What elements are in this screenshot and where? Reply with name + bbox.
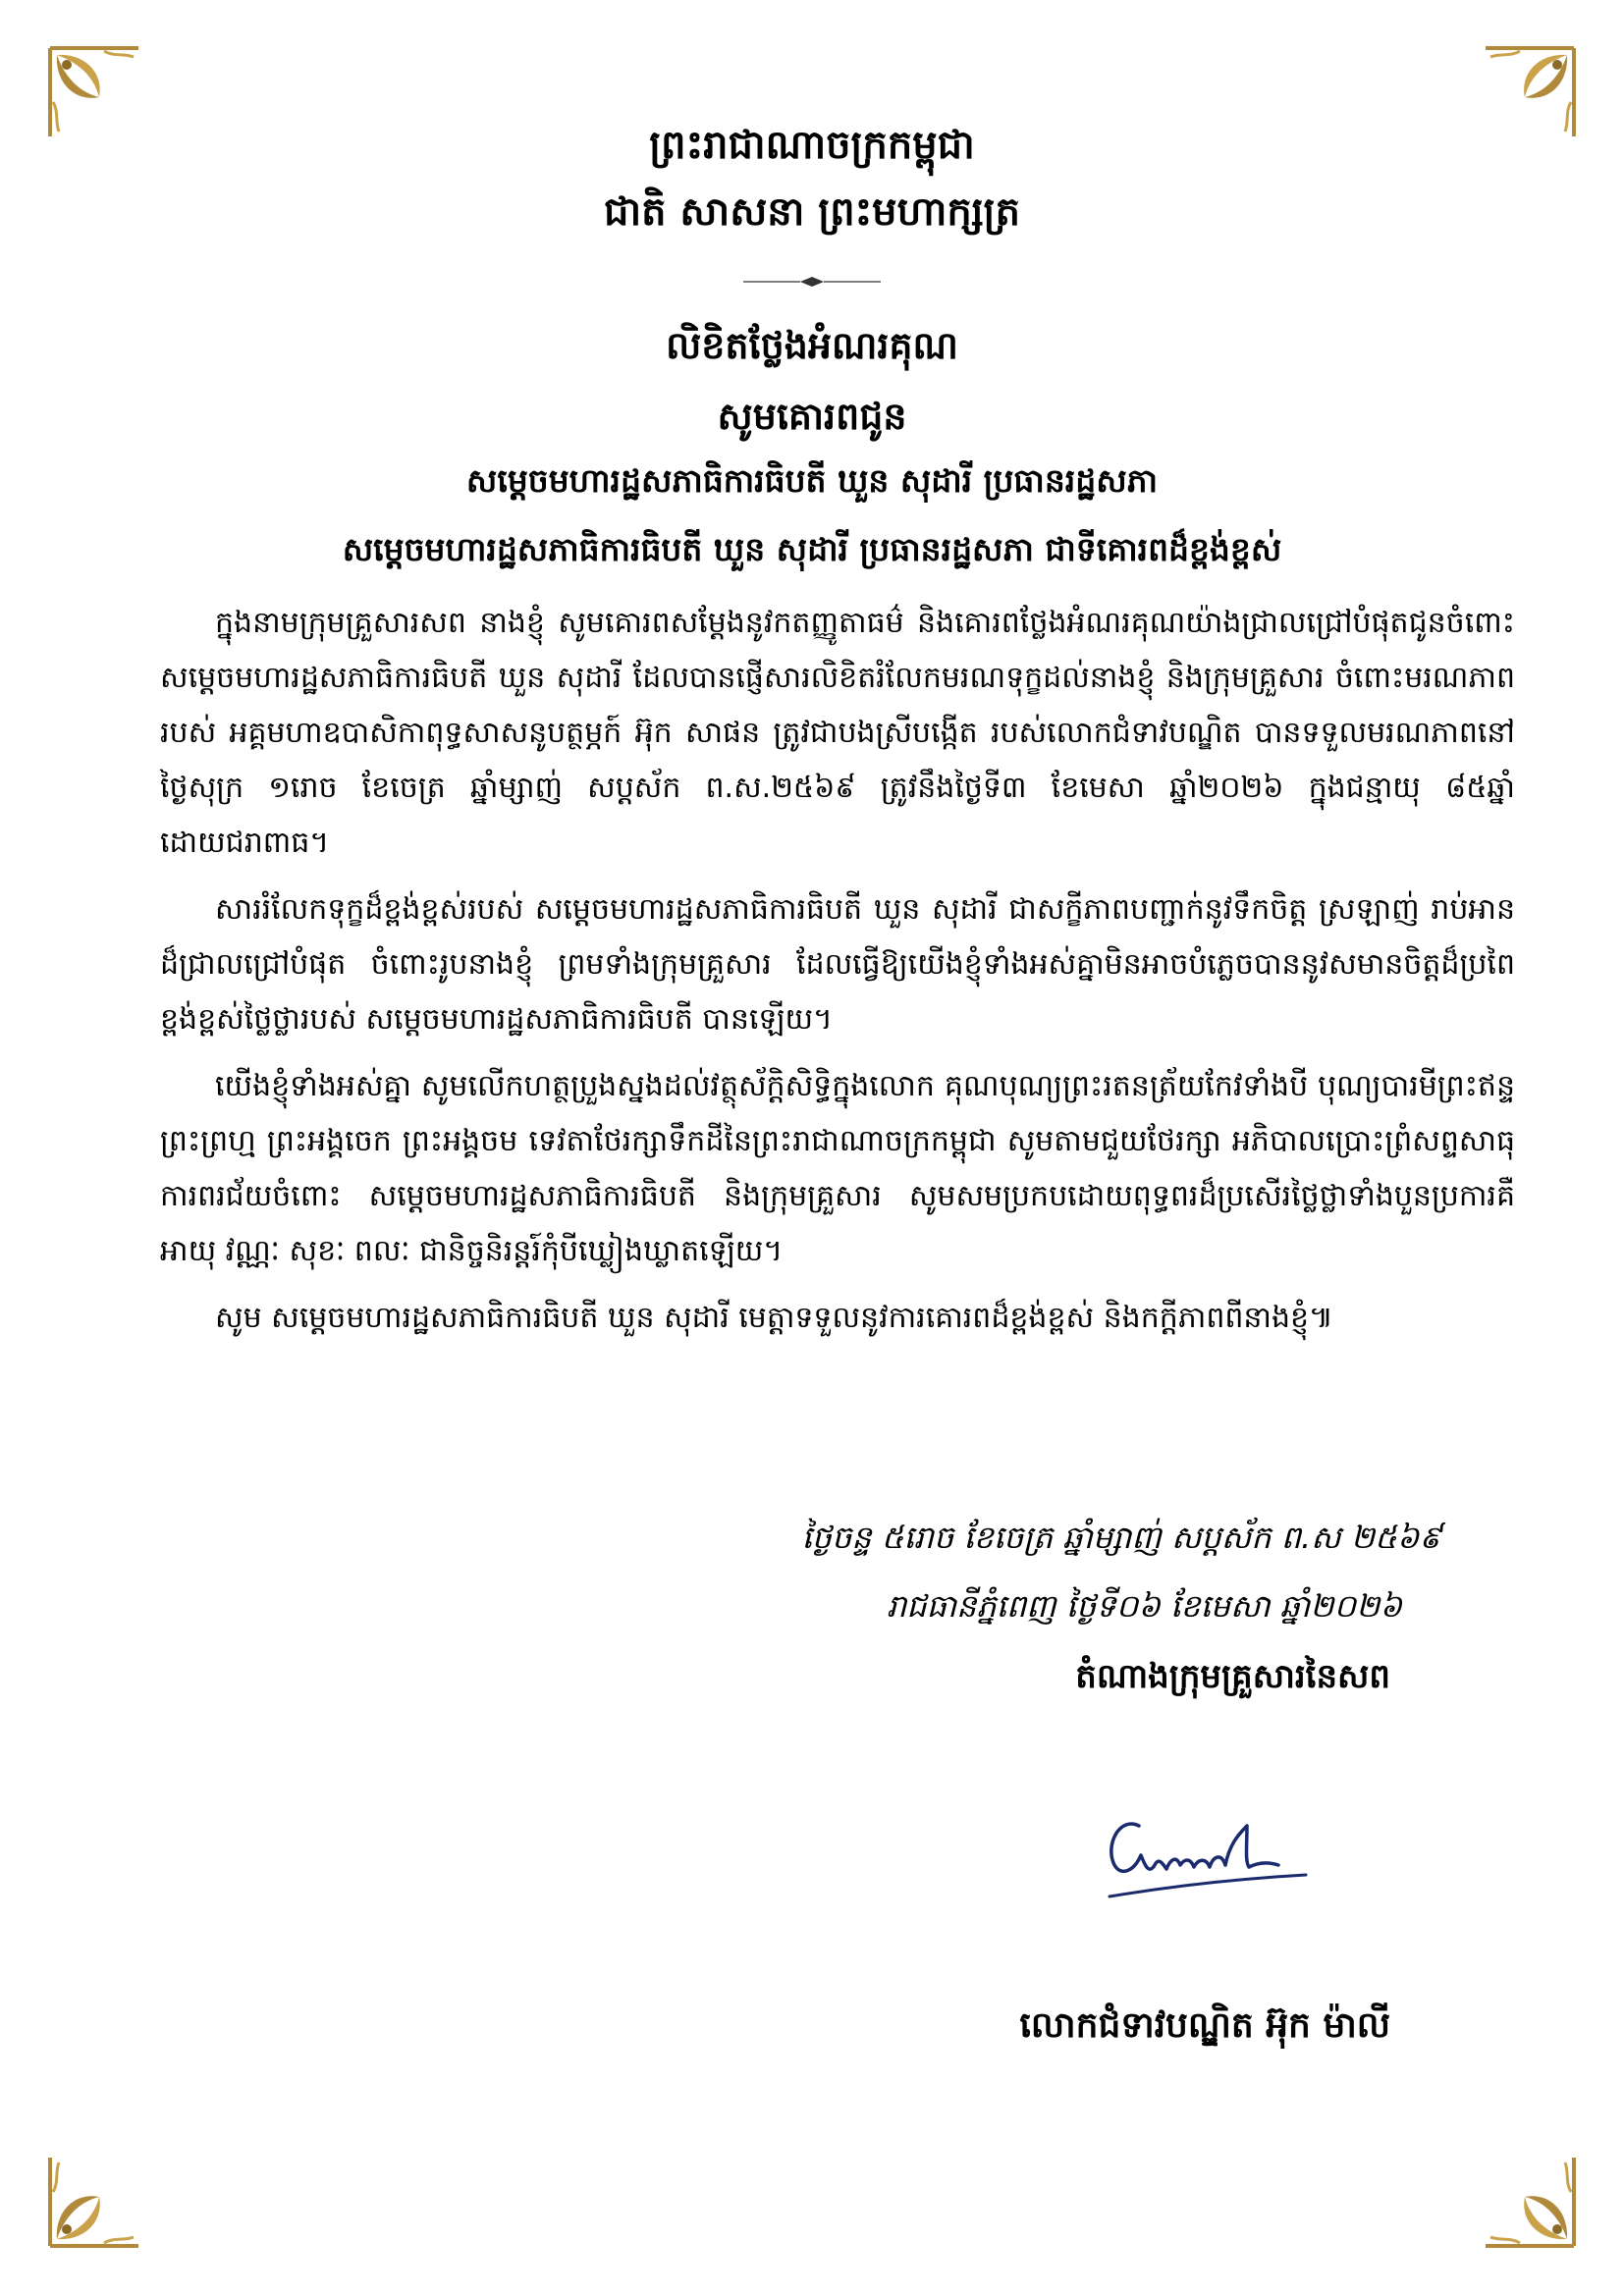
corner-ornament-bottom-right	[1481, 2153, 1579, 2251]
addressee-line-2: សម្តេចមហារដ្ឋសភាធិការធិបតី ឃួន សុដារី ប្រធានរដ្ឋសភា ជាទីគោរពដ៏ខ្ពង់ខ្ពស់	[342, 530, 1282, 568]
body-paragraph: យើងខ្ញុំទាំងអស់គ្នា សូមលើកហត្ថប្រួងស្នងដល់វត្ថុស័ក្តិសិទ្ធិក្នុងលោក គុណបុណ្យព្រះរតនត្រ័យកែវទាំងបី បុណ្យបារមីព្រះឥន្ទ ព្រះព្រហ្ម ព្រះអង្គចេក ព្រះអង្គចម ទេវតាថែរក្សាទឹកដីនៃព្រះរាជាណាចក្រកម្ពុជា សូមតាមជួយថែរក្សា អភិបាលប្រោះព្រំសព្ទសាធុការពរជ័យចំពោះ សម្តេចមហារដ្ឋសភាធិការធិបតី និងក្រុមគ្រួសារ សូមសមប្រកបដោយពុទ្ធពរដ៏ប្រសើរថ្លៃថ្លាទាំងបួនប្រការគឺ អាយុ វណ្ណៈ សុខៈ ពលៈ ជានិច្ចនិរន្តរ៍កុំបីឃ្លៀងឃ្លាតឡើយ។	[160, 1069, 1515, 1268]
letter-body	[160, 596, 1515, 1358]
letter-title: លិខិតថ្លែងអំណរគុណ	[666, 324, 958, 367]
floral-ornament-icon	[45, 2153, 143, 2251]
floral-ornament-icon	[1481, 2153, 1579, 2251]
representative-label: តំណាងក្រុមគ្រួសារនៃសព	[1075, 1657, 1390, 1696]
body-paragraph: សូម សម្តេចមហារដ្ឋសភាធិការធិបតី ឃួន សុដារី មេត្តាទទួលនូវការគោរពដ៏ខ្ពង់ខ្ពស់ និងកក្តីភាពពីនាងខ្ញុំ៕	[215, 1301, 1333, 1335]
corner-ornament-bottom-left	[45, 2153, 143, 2251]
body-paragraph: ក្នុងនាមក្រុមគ្រួសារសព នាងខ្ញុំ សូមគោរពសម្តែងនូវកតញ្ញូតាធម៌ និងគោរពថ្លែងអំណរគុណយ៉ាងជ្រាលជ្រៅបំផុតជូនចំពោះ សម្តេចមហារដ្ឋសភាធិការធិបតី ឃួន សុដារី ដែលបានផ្ញើសារលិខិតរំលែកមរណទុក្ខដល់នាងខ្ញុំ និងក្រុមគ្រួសារ ចំពោះមរណភាពរបស់ អគ្គមហាឧបាសិកាពុទ្ធសាសនូបត្ថម្ភក៍ អ៊ុក សាផន ត្រូវជាបងស្រីបង្កើត របស់លោកជំទាវបណ្ឌិត បានទទួលមរណភាពនៅថ្ងៃសុក្រ ១រោច ខែចេត្រ ឆ្នាំម្សាញ់ សប្តស័ក ព.ស.២៥៦៩ ត្រូវនឹងថ្ងៃទី៣ ខែមេសា ឆ្នាំ២០២៦ ក្នុងជន្មាយុ ៨៥ឆ្នាំ ដោយជរាពាធ។	[160, 606, 1515, 860]
signer-name: លោកជំទាវបណ្ឌិត អ៊ុក ម៉ាលី	[1019, 2005, 1390, 2046]
date-solar: រាជធានីភ្នំពេញ ថ្ងៃទី០៦ ខែមេសា ឆ្នាំ២០២៦	[886, 1587, 1402, 1625]
kingdom-heading: ព្រះរាជាណាចក្រកម្ពុជា	[649, 123, 975, 168]
divider-ornament-icon	[743, 275, 881, 289]
body-paragraph: សាររំលែកទុក្ខដ៏ខ្ពង់ខ្ពស់របស់ សម្តេចមហារដ្ឋសភាធិការធិបតី ឃួន សុដារី ជាសក្ខីភាពបញ្ជាក់នូវទឹកចិត្ត ស្រឡាញ់ រាប់អានដ៏ជ្រាលជ្រៅបំផុត ចំពោះរូបនាងខ្ញុំ ព្រមទាំងក្រុមគ្រួសារ ដែលធ្វើឱ្យយើងខ្ញុំទាំងអស់គ្នាមិនអាចបំភ្លេចបាននូវសមានចិត្តដ៏ប្រពៃខ្ពង់ខ្ពស់ថ្លៃថ្លារបស់ សម្តេចមហារដ្ឋសភាធិការធិបតី បានឡើយ។	[160, 892, 1515, 1037]
signature-image	[1100, 1806, 1326, 1904]
salutation: សូមគោរពជូន	[717, 395, 907, 438]
motto-heading: ជាតិ សាសនា ព្រះមហាក្សត្រ	[604, 189, 1020, 235]
date-lunar: ថ្ងៃចន្ទ ៥រោច ខែចេត្រ ឆ្នាំម្សាញ់ សប្តស័ក ព.ស ២៥៦៩	[801, 1519, 1441, 1556]
addressee-line-1: សម្តេចមហារដ្ឋសភាធិការធិបតី ឃួន សុដារី ប្រធានរដ្ឋសភា	[465, 461, 1159, 500]
